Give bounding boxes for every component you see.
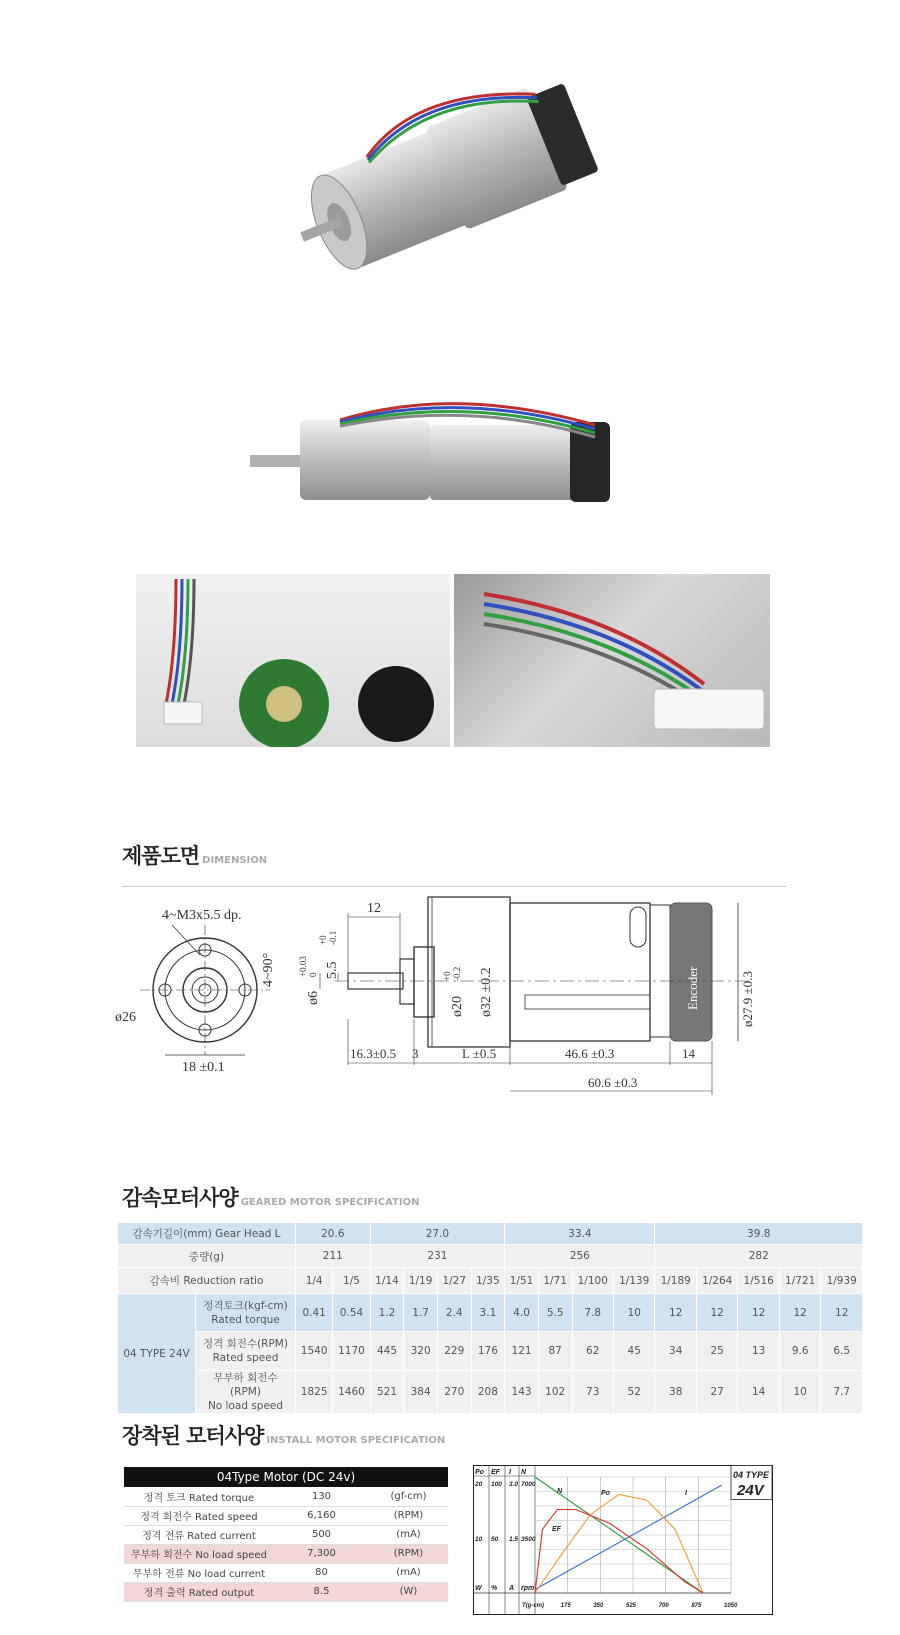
gear-head-value: 33.4 — [505, 1223, 655, 1245]
torque-label-ko: 정격토크(kgf-cm) — [203, 1299, 288, 1312]
table-row — [118, 1294, 863, 1332]
motor-photo-side — [125, 375, 765, 550]
speed-value: 34 — [655, 1332, 696, 1371]
axis-value-mid: 1.5 — [509, 1536, 519, 1543]
x-tick-label: 175 — [560, 1603, 571, 1609]
x-tick-label: 350 — [593, 1603, 604, 1609]
install-value: 80 — [274, 1563, 369, 1582]
table-row — [124, 1582, 448, 1601]
x-tick-label: 525 — [626, 1603, 637, 1609]
torque-value: 12 — [696, 1294, 737, 1332]
series-label-n: N — [557, 1488, 563, 1495]
screw-note: 4~M3x5.5 dp. — [162, 908, 242, 923]
connector-cable-photo — [454, 574, 770, 747]
geared-title-en: GEARED MOTOR SPECIFICATION — [240, 1197, 420, 1208]
noload-value: 52 — [613, 1371, 654, 1414]
axis-header: I — [509, 1469, 511, 1476]
speed-value: 1540 — [296, 1332, 333, 1371]
gear-head-value: 39.8 — [655, 1223, 863, 1245]
noload-value: 102 — [538, 1371, 572, 1414]
speed-value: 87 — [538, 1332, 572, 1371]
torque-label-en: Rated torque — [211, 1313, 280, 1326]
table-row — [118, 1332, 863, 1371]
noload-value: 7.7 — [821, 1371, 863, 1414]
ratio-value: 1/264 — [696, 1268, 737, 1294]
noload-label-en: No load speed — [207, 1400, 284, 1412]
install-label: 정격 출력 Rated output — [124, 1582, 274, 1601]
ratio-value: 1/516 — [738, 1268, 779, 1294]
performance-chart — [473, 1465, 773, 1615]
dim-l: L ±0.5 — [462, 1046, 497, 1061]
speed-value: 13 — [738, 1332, 779, 1371]
install-label: 무부하 회전수 No load speed — [124, 1544, 274, 1563]
axis-unit: rpm — [521, 1585, 535, 1592]
noload-value: 38 — [655, 1371, 696, 1414]
axis-header: Po — [475, 1469, 484, 1476]
torque-value: 1.2 — [370, 1294, 404, 1332]
ratio-value: 1/51 — [505, 1268, 539, 1294]
x-tick-label: 1050 — [724, 1603, 738, 1609]
torque-value: 12 — [821, 1294, 863, 1332]
table-row — [124, 1544, 448, 1563]
install-label: 정격 토크 Rated torque — [124, 1487, 274, 1506]
geared-title-ko: 감속모터사양 — [122, 1186, 238, 1210]
install-unit: (RPM) — [369, 1544, 448, 1563]
dim-l14: 14 — [682, 1046, 695, 1061]
install-unit: (RPM) — [369, 1506, 448, 1525]
dim-l163: 16.3±0.5 — [350, 1046, 397, 1061]
table-row — [118, 1371, 863, 1414]
axis-header: N — [521, 1469, 527, 1476]
install-section-title — [122, 1420, 445, 1450]
geared-section-title — [122, 1182, 419, 1212]
encoder-label: Encoder — [685, 966, 700, 1010]
install-value: 8.5 — [274, 1582, 369, 1601]
encoder-board-photo — [136, 574, 450, 747]
ratio-value: 1/35 — [471, 1268, 505, 1294]
axis-value-mid: 3500 — [521, 1536, 536, 1543]
chart-title: 04 TYPE — [733, 1470, 770, 1480]
install-value: 500 — [274, 1525, 369, 1544]
x-tick-label: 875 — [691, 1603, 702, 1609]
torque-value: 1.7 — [404, 1294, 438, 1332]
dim-d6-tol: +0.03 — [298, 956, 308, 977]
gear-head-label: 감속기길이(mm) Gear Head L — [118, 1223, 296, 1245]
series-label-i: I — [685, 1490, 687, 1497]
weight-value: 231 — [370, 1245, 505, 1268]
dimension-title-en: DIMENSION — [202, 855, 268, 866]
dimension-drawing — [110, 895, 800, 1110]
dim-d20-tol2: -0.2 — [452, 966, 462, 981]
noload-value: 270 — [437, 1371, 471, 1414]
axis-value-top: 7000 — [521, 1481, 536, 1488]
motor-photo-angled — [0, 0, 900, 360]
speed-label-ko: 정격 회전수(RPM) — [203, 1338, 288, 1350]
axis-value-top: 3.0 — [509, 1481, 519, 1488]
table-row — [124, 1467, 448, 1487]
install-title-ko: 장착된 모터사양 — [122, 1424, 264, 1448]
table-row — [124, 1525, 448, 1544]
ratio-value: 1/939 — [821, 1268, 863, 1294]
weight-value: 256 — [505, 1245, 655, 1268]
noload-value: 73 — [572, 1371, 613, 1414]
ratio-value: 1/19 — [404, 1268, 438, 1294]
torque-value: 0.54 — [333, 1294, 370, 1332]
weight-value: 211 — [296, 1245, 371, 1268]
noload-value: 208 — [471, 1371, 505, 1414]
ratio-value: 1/139 — [613, 1268, 654, 1294]
axis-unit: A — [509, 1585, 515, 1592]
dim-d279: ø27.9 ±0.3 — [740, 971, 755, 1027]
speed-value: 45 — [613, 1332, 654, 1371]
speed-label — [196, 1332, 296, 1371]
dim-d32: ø32 ±0.2 — [479, 967, 494, 1017]
install-value: 6,160 — [274, 1506, 369, 1525]
dim-l606: 60.6 ±0.3 — [588, 1075, 638, 1090]
ratio-value: 1/4 — [296, 1268, 333, 1294]
speed-value: 445 — [370, 1332, 404, 1371]
dim-d26: ø26 — [115, 1010, 136, 1025]
torque-value: 12 — [655, 1294, 696, 1332]
speed-value: 6.5 — [821, 1332, 863, 1371]
table-row — [124, 1487, 448, 1506]
ratio-value: 1/100 — [572, 1268, 613, 1294]
torque-value: 7.8 — [572, 1294, 613, 1332]
noload-value: 27 — [696, 1371, 737, 1414]
axis-unit: W — [475, 1585, 482, 1592]
chart-subtitle: 24V — [737, 1482, 764, 1499]
series-label-po: Po — [601, 1490, 610, 1497]
dim-l3: 3 — [412, 1046, 419, 1061]
install-value: 130 — [274, 1487, 369, 1506]
install-label: 정격 전류 Rated current — [124, 1525, 274, 1544]
install-spec-table — [124, 1467, 448, 1602]
ratio-value: 1/71 — [538, 1268, 572, 1294]
torque-value: 3.1 — [471, 1294, 505, 1332]
noload-value: 384 — [404, 1371, 438, 1414]
noload-value: 143 — [505, 1371, 539, 1414]
table-row — [124, 1563, 448, 1582]
speed-value: 320 — [404, 1332, 438, 1371]
speed-value: 1170 — [333, 1332, 370, 1371]
speed-value: 9.6 — [779, 1332, 820, 1371]
install-table-header: 04Type Motor (DC 24v) — [124, 1467, 448, 1487]
install-title-en: INSTALL MOTOR SPECIFICATION — [266, 1435, 446, 1446]
section-divider — [122, 886, 786, 887]
install-unit: (W) — [369, 1582, 448, 1601]
axis-value-top: 100 — [491, 1481, 502, 1488]
noload-value: 1825 — [296, 1371, 333, 1414]
noload-value: 10 — [779, 1371, 820, 1414]
axis-value-mid: 50 — [491, 1536, 499, 1543]
speed-value: 229 — [437, 1332, 471, 1371]
table-row — [118, 1268, 863, 1294]
torque-value: 5.5 — [538, 1294, 572, 1332]
axis-value-top: 20 — [475, 1481, 483, 1488]
geared-spec-table — [117, 1222, 863, 1414]
torque-value: 10 — [613, 1294, 654, 1332]
torque-value: 12 — [779, 1294, 820, 1332]
gear-head-value: 20.6 — [296, 1223, 371, 1245]
dim-l55-tol: +0 — [318, 935, 328, 945]
dim-w18: 18 ±0.1 — [182, 1060, 225, 1075]
dim-l55: 5.5 — [325, 961, 340, 979]
torque-value: 12 — [738, 1294, 779, 1332]
install-value: 7,300 — [274, 1544, 369, 1563]
x-tick-label: 700 — [658, 1603, 669, 1609]
install-unit: (mA) — [369, 1525, 448, 1544]
dim-d6-tol2: 0 — [308, 972, 318, 977]
ratio-label: 감속비 Reduction ratio — [118, 1268, 296, 1294]
dim-d20-tol: +0 — [442, 971, 452, 981]
table-row — [118, 1223, 863, 1245]
noload-value: 14 — [738, 1371, 779, 1414]
table-row — [124, 1506, 448, 1525]
noload-value: 521 — [370, 1371, 404, 1414]
noload-label-ko: 무부하 회전수(RPM) — [213, 1372, 278, 1398]
axis-header: EF — [491, 1469, 500, 1476]
ratio-value: 1/27 — [437, 1268, 471, 1294]
speed-value: 25 — [696, 1332, 737, 1371]
speed-label-en: Rated speed — [212, 1352, 279, 1364]
motor-type-label: 04 TYPE 24V — [118, 1294, 196, 1414]
speed-value: 62 — [572, 1332, 613, 1371]
dimension-section-title — [122, 840, 267, 870]
noload-value: 1460 — [333, 1371, 370, 1414]
weight-label: 중량(g) — [118, 1245, 296, 1268]
dim-l55-tol2: -0.1 — [328, 930, 338, 945]
dim-angle: 4~90° — [261, 952, 276, 987]
install-unit: (gf-cm) — [369, 1487, 448, 1506]
series-label-ef: EF — [552, 1526, 561, 1533]
torque-value: 0.41 — [296, 1294, 333, 1332]
ratio-value: 1/189 — [655, 1268, 696, 1294]
dimension-title-ko: 제품도면 — [122, 844, 200, 868]
dim-l466: 46.6 ±0.3 — [565, 1046, 615, 1061]
torque-value: 2.4 — [437, 1294, 471, 1332]
ratio-value: 1/721 — [779, 1268, 820, 1294]
install-label: 무부하 전류 No load current — [124, 1563, 274, 1582]
x-axis-label: T(g-cm) — [522, 1603, 544, 1609]
install-unit: (mA) — [369, 1563, 448, 1582]
dim-d6: ø6 — [306, 991, 321, 1005]
speed-value: 121 — [505, 1332, 539, 1371]
axis-unit: % — [491, 1585, 498, 1592]
table-row — [118, 1245, 863, 1268]
install-label: 정격 회전수 Rated speed — [124, 1506, 274, 1525]
weight-value: 282 — [655, 1245, 863, 1268]
noload-label — [196, 1371, 296, 1414]
torque-label — [196, 1294, 296, 1332]
ratio-value: 1/5 — [333, 1268, 370, 1294]
axis-value-mid: 10 — [475, 1536, 483, 1543]
speed-value: 176 — [471, 1332, 505, 1371]
ratio-value: 1/14 — [370, 1268, 404, 1294]
torque-value: 4.0 — [505, 1294, 539, 1332]
dim-l12: 12 — [367, 901, 381, 916]
dim-d20: ø20 — [450, 996, 465, 1017]
gear-head-value: 27.0 — [370, 1223, 505, 1245]
